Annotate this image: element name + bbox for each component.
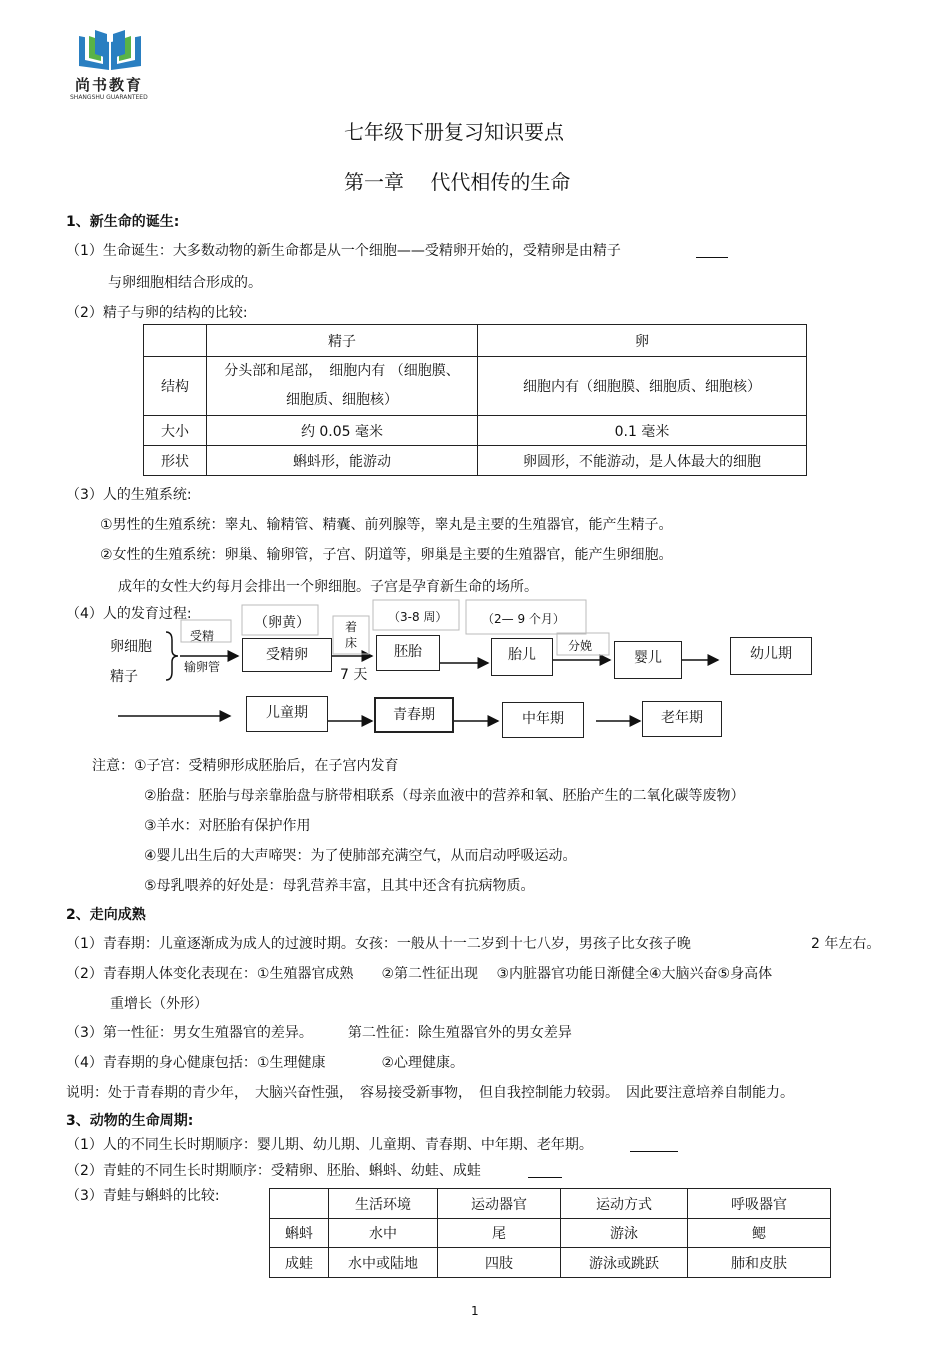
table-cell-line: 细胞质、细胞核） bbox=[286, 392, 398, 408]
flow-yolk-label: （卵黄） bbox=[254, 615, 310, 631]
table-cell: 游泳 bbox=[561, 1219, 688, 1248]
s3-p1: （1）人的不同生长时期顺序：婴儿期、幼儿期、儿童期、青春期、中年期、老年期。 bbox=[66, 1137, 593, 1153]
flow-implant-2: 床 bbox=[345, 636, 358, 650]
s2-p2a: （2）青春期人体变化表现在：①生殖器官成熟 ②第二性征出现 ③内脏器官功能日渐健全④大脑兴奋⑤身高体 bbox=[66, 966, 773, 982]
blank-line bbox=[528, 1163, 562, 1178]
s1-p3c: 成年的女性大约每月会排出一个卵细胞。子宫是孕育新生命的场所。 bbox=[118, 579, 538, 595]
table-cell: 肺和皮肤 bbox=[688, 1248, 831, 1278]
flow-weeks-label: （3-8 周） bbox=[388, 610, 448, 624]
table-cell: 约 0.05 毫米 bbox=[207, 416, 478, 446]
s2-note: 说明：处于青春期的青少年， 大脑兴奋性强， 容易接受新事物， 但自我控制能力较弱。 因此要注意培养自制能力。 bbox=[66, 1085, 794, 1101]
table-cell: 细胞内有（细胞膜、细胞质、细胞核） bbox=[478, 357, 807, 416]
flow-7days-label: 7 天 bbox=[340, 667, 368, 683]
flow-box-infant: 婴儿 bbox=[614, 641, 682, 679]
book-logo-icon bbox=[75, 28, 145, 72]
s1-p3: （3）人的生殖系统: bbox=[66, 487, 192, 503]
chapter-title: 第一章 代代相传的生命 bbox=[344, 170, 571, 194]
s1-p3a: ①男性的生殖系统：睾丸、输精管、精囊、前列腺等，睾丸是主要的生殖器官，能产生精子。 bbox=[100, 517, 673, 533]
section3-heading: 3、动物的生命周期: bbox=[66, 1113, 194, 1129]
flow-months-label: （2— 9 个月） bbox=[482, 612, 565, 626]
table-header-cell: 运动方式 bbox=[561, 1189, 688, 1219]
s1-p3b: ②女性的生殖系统：卵巢、输卵管，子宫、阴道等，卵巢是主要的生殖器官，能产生卵细胞。 bbox=[100, 547, 673, 563]
table-header-cell: 呼吸器官 bbox=[688, 1189, 831, 1219]
table-cell-line: 分头部和尾部， 细胞内有 （细胞膜、 bbox=[224, 363, 460, 379]
table-row-label: 成蛙 bbox=[270, 1248, 329, 1278]
flow-box-oldage: 老年期 bbox=[642, 701, 722, 737]
note-4: ④婴儿出生后的大声啼哭：为了使肺部充满空气，从而启动呼吸运动。 bbox=[144, 848, 577, 864]
flow-box-childhood: 儿童期 bbox=[246, 696, 328, 732]
flow-implant-1: 着 bbox=[345, 620, 358, 634]
s2-p4: （4）青春期的身心健康包括：①生理健康 ②心理健康。 bbox=[66, 1055, 465, 1071]
table-cell: 鳃 bbox=[688, 1219, 831, 1248]
logo bbox=[70, 28, 150, 106]
flow-sperm-label: 精子 bbox=[110, 669, 138, 685]
table-header-cell: 生活环境 bbox=[329, 1189, 438, 1219]
page-number: 1 bbox=[471, 1304, 479, 1318]
flow-oviduct-label: 输卵管 bbox=[184, 660, 221, 674]
table-cell: 水中 bbox=[329, 1219, 438, 1248]
flow-box-toddler: 幼儿期 bbox=[730, 637, 812, 675]
table-row-label: 大小 bbox=[144, 416, 207, 446]
flow-egg-label: 卵细胞 bbox=[110, 639, 152, 655]
table-header-cell bbox=[144, 325, 207, 357]
s3-p2: （2）青蛙的不同生长时期顺序：受精卵、胚胎、蝌蚪、幼蛙、成蛙 bbox=[66, 1163, 481, 1179]
table-cell: 蝌蚪形，能游动 bbox=[207, 446, 478, 476]
logo-sub: SHANGSHU GUARANTEED bbox=[70, 94, 148, 101]
flow-birth-label: 分娩 bbox=[568, 639, 593, 653]
table-row-label: 形状 bbox=[144, 446, 207, 476]
flow-fertilization-label: 受精 bbox=[190, 629, 215, 643]
note-1: 注意：①子宫：受精卵形成胚胎后，在子宫内发育 bbox=[92, 758, 399, 774]
table-cell: 尾 bbox=[438, 1219, 561, 1248]
table-header-cell bbox=[270, 1189, 329, 1219]
flow-box-embryo: 胚胎 bbox=[376, 635, 440, 671]
table-header-cell: 卵 bbox=[478, 325, 807, 357]
table-header-cell: 精子 bbox=[207, 325, 478, 357]
s2-p1: （1）青春期：儿童逐渐成为成人的过渡时期。女孩：一般从十一二岁到十七八岁，男孩子比女孩子晚 bbox=[66, 936, 691, 952]
flow-box-fetus: 胎儿 bbox=[491, 638, 553, 676]
s1-p1b: 与卵细胞相结合形成的。 bbox=[108, 275, 262, 291]
table-header-cell: 运动器官 bbox=[438, 1189, 561, 1219]
s1-p1a: （1）生命诞生：大多数动物的新生命都是从一个细胞——受精卵开始的，受精卵是由精子 bbox=[66, 243, 621, 259]
sperm-egg-table bbox=[143, 324, 807, 476]
table-cell: 水中或陆地 bbox=[329, 1248, 438, 1278]
flow-box-puberty: 青春期 bbox=[374, 697, 454, 733]
logo-name: 尚书教育 bbox=[75, 76, 144, 94]
brace-icon bbox=[166, 632, 178, 680]
blank-line bbox=[630, 1137, 678, 1152]
flow-box-middleage: 中年期 bbox=[502, 702, 584, 738]
table-cell bbox=[207, 357, 478, 416]
note-2: ②胎盘：胚胎与母亲靠胎盘与脐带相联系（母亲血液中的营养和氧、胚胎产生的二氧化碳等废物） bbox=[144, 788, 745, 804]
table-row-label: 结构 bbox=[144, 357, 207, 416]
note-5: ⑤母乳喂养的好处是：母乳营养丰富，且其中还含有抗病物质。 bbox=[144, 878, 535, 894]
page-title: 七年级下册复习知识要点 bbox=[344, 120, 564, 144]
s2-p1-end: 2 年左右。 bbox=[811, 936, 881, 952]
s3-p3: （3）青蛙与蝌蚪的比较: bbox=[66, 1188, 220, 1204]
s2-p2b: 重增长（外形） bbox=[110, 996, 208, 1012]
table-cell: 0.1 毫米 bbox=[478, 416, 807, 446]
table-cell: 卵圆形，不能游动，是人体最大的细胞 bbox=[478, 446, 807, 476]
blank-line bbox=[696, 243, 728, 258]
note-3: ③羊水：对胚胎有保护作用 bbox=[144, 818, 311, 834]
flow-box-zygote: 受精卵 bbox=[242, 638, 332, 672]
section1-heading: 1、新生命的诞生: bbox=[66, 214, 180, 230]
section2-heading: 2、走向成熟 bbox=[66, 907, 146, 923]
table-cell: 游泳或跳跃 bbox=[561, 1248, 688, 1278]
table-cell: 四肢 bbox=[438, 1248, 561, 1278]
table-row-label: 蝌蚪 bbox=[270, 1219, 329, 1248]
s2-p3: （3）第一性征：男女生殖器官的差异。 第二性征：除生殖器官外的男女差异 bbox=[66, 1025, 572, 1041]
s1-p2: （2）精子与卵的结构的比较: bbox=[66, 305, 248, 321]
s1-p4: （4）人的发育过程: bbox=[66, 606, 192, 622]
frog-tadpole-table bbox=[269, 1188, 831, 1278]
